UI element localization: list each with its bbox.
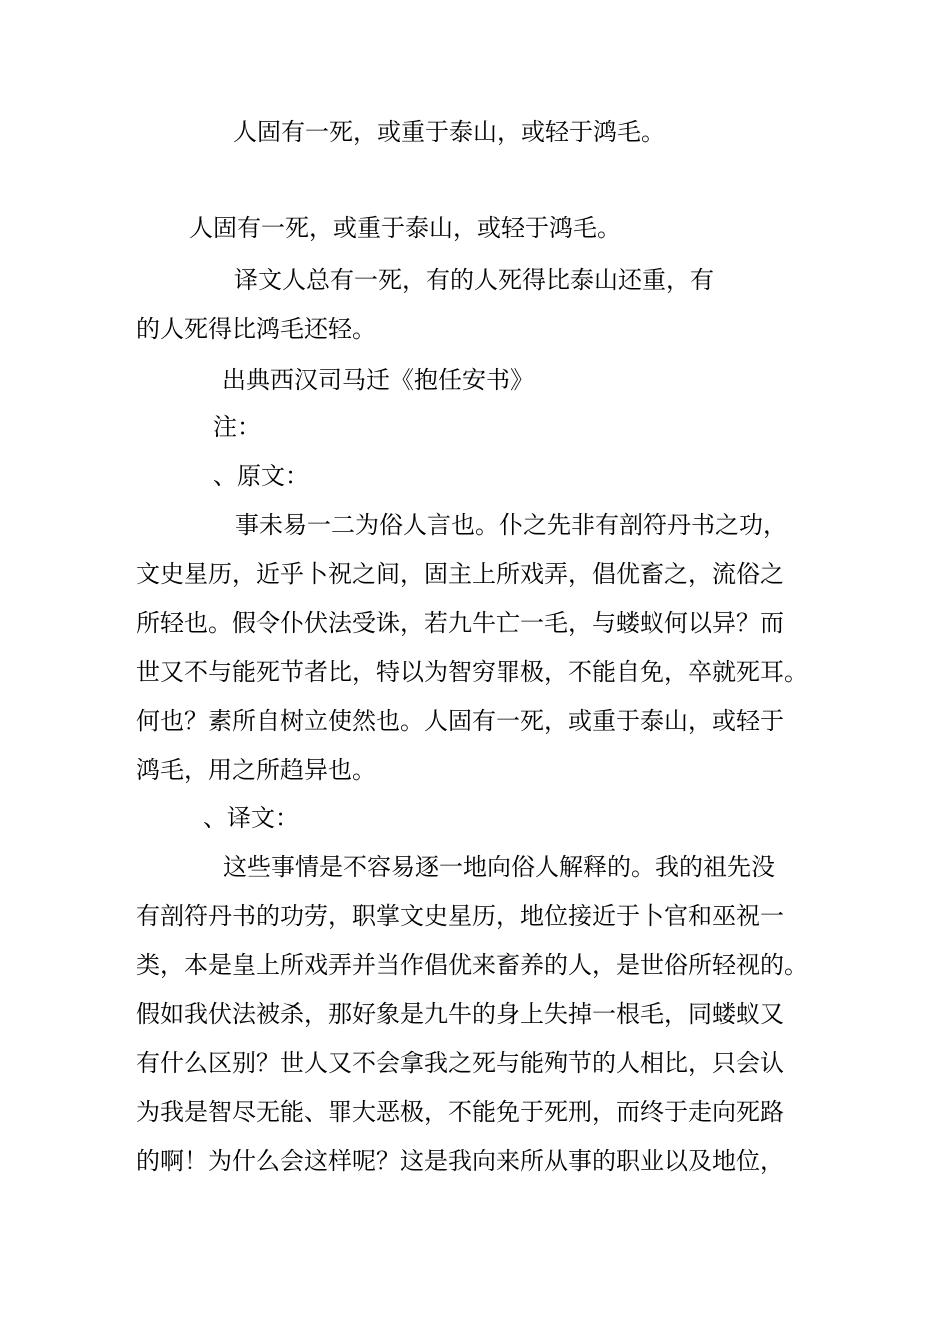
paragraph-line: 有什么区别？世人又不会拿我之死与能殉节的人相比，只会认 bbox=[136, 1049, 784, 1077]
paragraph-line: 类，本是皇上所戏弄并当作倡优来畜养的人，是世俗所轻视的。 bbox=[136, 951, 808, 979]
heading-quote: 人固有一死，或重于泰山，或轻于鸿毛。 bbox=[233, 118, 665, 146]
note-label: 注： bbox=[213, 413, 261, 441]
translation-label: 、译文： bbox=[203, 804, 299, 832]
paragraph-line: 有剖符丹书的功劳，职掌文史星历，地位接近于卜官和巫祝一 bbox=[136, 902, 784, 930]
paragraph-line: 所轻也。假令仆伏法受诛，若九牛亡一毛，与蝼蚁何以异？而 bbox=[136, 609, 784, 637]
original-paragraph bbox=[136, 509, 836, 803]
quote-line: 人固有一死，或重于泰山，或轻于鸿毛。 bbox=[189, 214, 621, 242]
translation-line-1: 译文人总有一死，有的人死得比泰山还重，有 bbox=[234, 266, 714, 294]
paragraph-line: 世又不与能死节者比，特以为智穷罪极，不能自免，卒就死耳。 bbox=[136, 658, 808, 686]
paragraph-line: 的啊！为什么会这样呢？这是我向来所从事的职业以及地位， bbox=[136, 1147, 784, 1175]
translation-line-2: 的人死得比鸿毛还轻。 bbox=[136, 315, 376, 343]
paragraph-line: 何也？素所自树立使然也。人固有一死，或重于泰山，或轻于 bbox=[136, 707, 784, 735]
paragraph-line: 鸿毛，用之所趋异也。 bbox=[136, 756, 376, 784]
translation-paragraph bbox=[136, 851, 836, 1194]
source-line: 出典西汉司马迁《抱任安书》 bbox=[222, 366, 534, 394]
paragraph-line: 为我是智尽无能、罪大恶极，不能免于死刑，而终于走向死路 bbox=[136, 1098, 784, 1126]
paragraph-line: 假如我伏法被杀，那好象是九牛的身上失掉一根毛，同蝼蚁又 bbox=[136, 1000, 784, 1028]
original-label: 、原文： bbox=[213, 462, 309, 490]
paragraph-line: 事未易一二为俗人言也。仆之先非有剖符丹书之功， bbox=[235, 511, 787, 539]
paragraph-line: 这些事情是不容易逐一地向俗人解释的。我的祖先没 bbox=[223, 853, 775, 881]
paragraph-line: 文史星历，近乎卜祝之间，固主上所戏弄，倡优畜之，流俗之 bbox=[136, 560, 784, 588]
